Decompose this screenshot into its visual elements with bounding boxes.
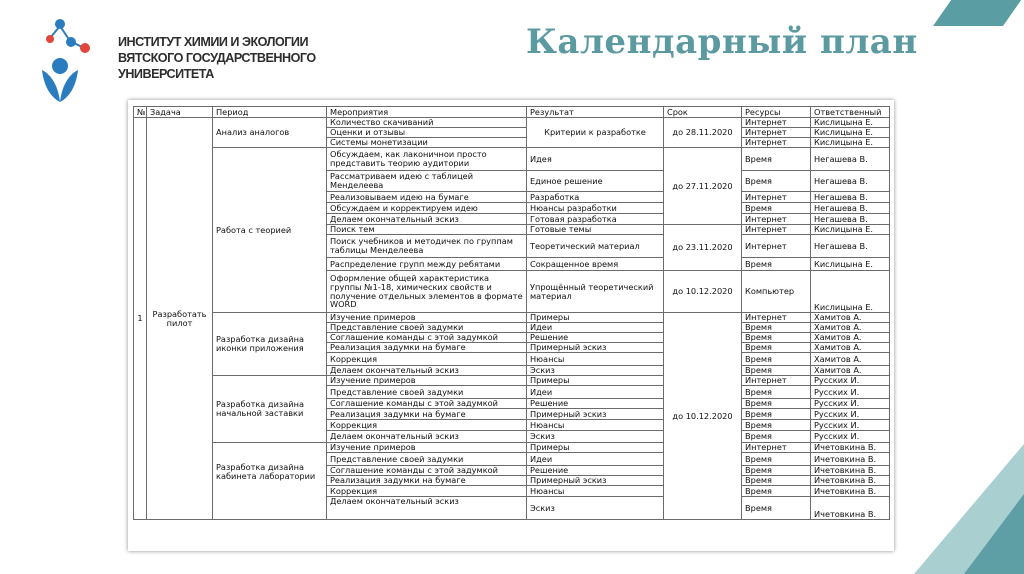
deadline-cell: до 23.11.2020 (664, 225, 742, 271)
resource-cell: Время (742, 453, 811, 466)
activity-cell: Делаем окончательный эскиз (327, 497, 527, 520)
resource-cell: Время (742, 466, 811, 476)
responsible-cell: Ичетовкина В. (811, 466, 890, 476)
result-cell: Решение (527, 333, 664, 343)
responsible-cell: Негашева В. (811, 148, 890, 171)
activity-cell: Соглашение команды с этой задумкой (327, 333, 527, 343)
resource-cell: Время (742, 171, 811, 192)
resource-cell: Время (742, 323, 811, 333)
responsible-cell: Хамитов А. (811, 313, 890, 323)
activity-cell: Делаем окончательный эскиз (327, 366, 527, 376)
activity-cell: Реализация задумки на бумаге (327, 343, 527, 353)
result-cell: Единое решение (527, 171, 664, 192)
responsible-cell: Кислицына Е. (811, 225, 890, 235)
table-row (134, 148, 890, 171)
activity-cell: Количество скачиваний (327, 118, 527, 128)
resource-cell: Время (742, 386, 811, 399)
result-cell: Разработка (527, 192, 664, 203)
result-cell: Готовая разработка (527, 214, 664, 225)
result-cell: Теоретический материал (527, 235, 664, 258)
result-cell: Нюансы (527, 353, 664, 366)
result-cell: Примеры (527, 443, 664, 453)
header-resources: Ресурсы (742, 107, 811, 118)
responsible-cell: Негашева В. (811, 192, 890, 203)
deadline-cell: до 27.11.2020 (664, 148, 742, 225)
page-title: Календарный план (526, 22, 918, 62)
result-cell: Идеи (527, 386, 664, 399)
result-cell: Нюансы (527, 486, 664, 497)
resource-cell: Интернет (742, 235, 811, 258)
activity-cell: Оформление общей характеристика группы №1-18, химических свойств и получение отдельных элементов в формате WORD (327, 271, 527, 313)
responsible-cell: Русских И. (811, 431, 890, 443)
resource-cell: Время (742, 431, 811, 443)
resource-cell: Время (742, 399, 811, 409)
institute-line-1: ИНСТИТУТ ХИМИИ И ЭКОЛОГИИ (118, 35, 308, 49)
activity-cell: Изучение примеров (327, 376, 527, 386)
activity-cell: Реализация задумки на бумаге (327, 476, 527, 486)
activity-cell: Соглашение команды с этой задумкой (327, 399, 527, 409)
responsible-cell: Хамитов А. (811, 323, 890, 333)
resource-cell: Время (742, 497, 811, 520)
result-cell: Идея (527, 148, 664, 171)
result-cell: Эскиз (527, 366, 664, 376)
activity-cell: Делаем окончательный эскиз (327, 214, 527, 225)
activity-cell: Коррекция (327, 420, 527, 431)
activity-cell: Обсуждаем и корректируем идею (327, 203, 527, 214)
corner-decoration-top (933, 0, 1024, 26)
activity-cell: Системы монетизации (327, 138, 527, 148)
responsible-cell: Русских И. (811, 386, 890, 399)
resource-cell: Время (742, 476, 811, 486)
responsible-cell: Ичетовкина В. (811, 443, 890, 453)
activity-cell: Делаем окончательный эскиз (327, 431, 527, 443)
resource-cell: Интернет (742, 443, 811, 453)
resource-cell: Интернет (742, 138, 811, 148)
result-cell: Идеи (527, 453, 664, 466)
responsible-cell: Хамитов А. (811, 366, 890, 376)
resource-cell: Время (742, 420, 811, 431)
institute-line-3: УНИВЕРСИТЕТА (118, 67, 214, 81)
result-cell: Решение (527, 466, 664, 476)
activity-cell: Реализовываем идею на бумаге (327, 192, 527, 203)
result-cell: Нюансы разработки (527, 203, 664, 214)
deadline-cell: до 10.12.2020 (664, 271, 742, 313)
result-cell: Примерный эскиз (527, 343, 664, 353)
result-cell: Готовые темы (527, 225, 664, 235)
resource-cell: Время (742, 343, 811, 353)
period-lab-design: Разработка дизайна кабинета лаборатории (213, 443, 327, 520)
period-theory: Работа с теорией (213, 148, 327, 313)
header-task: Задача (147, 107, 213, 118)
activity-cell: Реализация задумки на бумаге (327, 409, 527, 420)
responsible-cell: Хамитов А. (811, 333, 890, 343)
institute-line-2: ВЯТСКОГО ГОСУДАРСТВЕННОГО (118, 51, 316, 65)
result-cell: Примерный эскиз (527, 476, 664, 486)
header-period: Период (213, 107, 327, 118)
table-row (134, 443, 890, 453)
header-responsible: Ответственный (811, 107, 890, 118)
responsible-cell: Ичетовкина В. (811, 476, 890, 486)
responsible-cell: Негашева В. (811, 203, 890, 214)
result-cell: Эскиз (527, 431, 664, 443)
result-cell: Сокращенное время (527, 258, 664, 271)
activity-cell: Изучение примеров (327, 313, 527, 323)
responsible-cell: Кислицына Е. (811, 118, 890, 128)
responsible-cell: Русских И. (811, 420, 890, 431)
responsible-cell: Русских И. (811, 376, 890, 386)
responsible-cell: Ичетовкина В. (811, 486, 890, 497)
result-cell: Упрощённый теоретический материал (527, 271, 664, 313)
activity-cell: Поиск тем (327, 225, 527, 235)
resource-cell: Интернет (742, 313, 811, 323)
responsible-cell: Кислицына Е. (811, 258, 890, 271)
responsible-cell: Негашева В. (811, 171, 890, 192)
resource-cell: Время (742, 333, 811, 343)
resource-cell: Интернет (742, 214, 811, 225)
result-cell: Критерии к разработке (527, 118, 664, 148)
resource-cell: Время (742, 366, 811, 376)
period-analysis: Анализ аналогов (213, 118, 327, 148)
resource-cell: Время (742, 148, 811, 171)
period-splash-design: Разработка дизайна начальной заставки (213, 376, 327, 443)
responsible-cell: Ичетовкина В. (811, 453, 890, 466)
responsible-cell: Кислицына Е. (811, 128, 890, 138)
result-cell: Примеры (527, 313, 664, 323)
responsible-cell: Кислицына Е. (811, 271, 890, 313)
result-cell: Эскиз (527, 497, 664, 520)
responsible-cell: Хамитов А. (811, 353, 890, 366)
activity-cell: Обсуждаем, как лаконичнои просто представить теорию аудитории (327, 148, 527, 171)
header-deadline: Срок (664, 107, 742, 118)
activity-cell: Соглашение команды с этой задумкой (327, 466, 527, 476)
resource-cell: Интернет (742, 225, 811, 235)
resource-cell: Интернет (742, 128, 811, 138)
responsible-cell: Хамитов А. (811, 343, 890, 353)
table-row (134, 118, 890, 128)
resource-cell: Время (742, 486, 811, 497)
result-cell: Идеи (527, 323, 664, 333)
table-row (134, 376, 890, 386)
result-cell: Нюансы (527, 420, 664, 431)
task-name: Разработать пилот (147, 118, 213, 520)
deadline-cell: до 10.12.2020 (664, 313, 742, 520)
calendar-plan-table (133, 106, 890, 520)
activity-cell: Поиск учебников и методичек по группам таблицы Менделеева (327, 235, 527, 258)
responsible-cell: Русских И. (811, 399, 890, 409)
resource-cell: Компьютер (742, 271, 811, 313)
activity-cell: Оценки и отзывы (327, 128, 527, 138)
activity-cell: Изучение примеров (327, 443, 527, 453)
institute-name (118, 34, 316, 82)
responsible-cell: Русских И. (811, 409, 890, 420)
period-icon-design: Разработка дизайна иконки приложения (213, 313, 327, 376)
result-cell: Решение (527, 399, 664, 409)
task-number: 1 (134, 118, 147, 520)
activity-cell: Представление своей задумки (327, 386, 527, 399)
activity-cell: Представление своей задумки (327, 453, 527, 466)
responsible-cell: Кислицына Е. (811, 138, 890, 148)
resource-cell: Время (742, 203, 811, 214)
activity-cell: Представление своей задумки (327, 323, 527, 333)
institute-logo-icon (40, 14, 104, 106)
activity-cell: Распределение групп между ребятами (327, 258, 527, 271)
resource-cell: Интернет (742, 118, 811, 128)
resource-cell: Время (742, 409, 811, 420)
result-cell: Примерный эскиз (527, 409, 664, 420)
header-activity: Мероприятия (327, 107, 527, 118)
table-row (134, 313, 890, 323)
responsible-cell: Негашева В. (811, 235, 890, 258)
responsible-cell: Ичетовкина В. (811, 497, 890, 520)
resource-cell: Интернет (742, 376, 811, 386)
resource-cell: Время (742, 258, 811, 271)
table-header-row (134, 107, 890, 118)
activity-cell: Рассматриваем идею с таблицей Менделеева (327, 171, 527, 192)
resource-cell: Интернет (742, 192, 811, 203)
activity-cell: Коррекция (327, 353, 527, 366)
responsible-cell: Негашева В. (811, 214, 890, 225)
deadline-cell: до 28.11.2020 (664, 118, 742, 148)
header-result: Результат (527, 107, 664, 118)
activity-cell: Коррекция (327, 486, 527, 497)
corner-decoration-bottom-dark (964, 494, 1024, 574)
resource-cell: Время (742, 353, 811, 366)
result-cell: Примеры (527, 376, 664, 386)
header-num: № (134, 107, 147, 118)
